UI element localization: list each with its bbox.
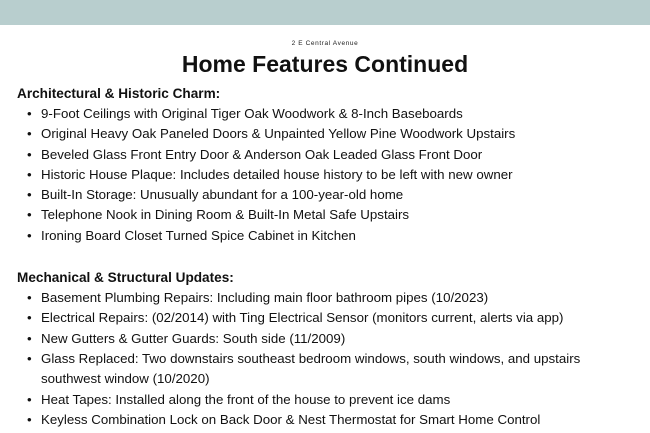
- feature-list: [17, 104, 643, 246]
- list-item-text: Glass Replaced: Two downstairs southeast bedroom windows, south windows, and upstairs southwest window (10/2020): [41, 350, 581, 387]
- page-title: Home Features Continued: [181, 51, 469, 77]
- section-architectural: [17, 84, 643, 246]
- bullet-icon: •: [27, 290, 32, 306]
- bullet-icon: •: [27, 126, 32, 142]
- list-item-text: Historic House Plaque: Includes detailed house history to be left with new owner: [41, 166, 513, 182]
- bullet-icon: •: [27, 330, 32, 346]
- header-band: [0, 0, 650, 25]
- bullet-icon: •: [27, 350, 32, 366]
- section-spacer: [17, 246, 643, 268]
- list-item: [17, 288, 643, 308]
- list-item-text: Basement Plumbing Repairs: Including main floor bathroom pipes (10/2023): [41, 290, 489, 306]
- section-mechanical: [17, 268, 643, 430]
- bullet-icon: •: [27, 106, 32, 121]
- list-item-text: Heat Tapes: Installed along the front of the house to prevent ice dams: [41, 391, 451, 407]
- list-item: [17, 329, 643, 349]
- list-item-text: Keyless Combination Lock on Back Door & Nest Thermostat for Smart Home Control: [41, 411, 541, 427]
- list-item-text: Telephone Nook in Dining Room & Built-In Metal Safe Upstairs: [41, 207, 410, 223]
- list-item-text: 9-Foot Ceilings with Original Tiger Oak Woodwork & 8-Inch Baseboards: [41, 106, 463, 121]
- list-item-text: Ironing Board Closet Turned Spice Cabinet in Kitchen: [41, 227, 356, 243]
- list-item: [17, 410, 643, 430]
- list-item-text: Electrical Repairs: (02/2014) with Ting Electrical Sensor (monitors current, alerts via app): [41, 310, 564, 326]
- list-item: [17, 104, 643, 124]
- bullet-icon: •: [27, 310, 32, 326]
- list-item-text: Original Heavy Oak Paneled Doors & Unpainted Yellow Pine Woodwork Upstairs: [41, 126, 516, 142]
- section-heading: Architectural & Historic Charm:: [17, 86, 221, 101]
- list-item: [17, 165, 643, 185]
- section-heading: Mechanical & Structural Updates:: [17, 270, 234, 286]
- bullet-icon: •: [27, 391, 32, 407]
- list-item: [17, 308, 643, 328]
- list-item: [17, 349, 643, 390]
- bullet-icon: •: [27, 227, 32, 243]
- list-item-text: Beveled Glass Front Entry Door & Anderson Oak Leaded Glass Front Door: [41, 146, 483, 162]
- features-content: [17, 84, 643, 430]
- list-item: [17, 185, 643, 205]
- list-item: [17, 145, 643, 165]
- list-item: [17, 390, 643, 410]
- list-item-text: New Gutters & Gutter Guards: South side (11/2009): [41, 330, 346, 346]
- bullet-icon: •: [27, 187, 32, 203]
- list-item-text: Built-In Storage: Unusually abundant for a 100-year-old home: [41, 187, 404, 203]
- list-item: [17, 124, 643, 144]
- bullet-icon: •: [27, 207, 32, 223]
- bullet-icon: •: [27, 166, 32, 182]
- bullet-icon: •: [27, 411, 32, 427]
- list-item: [17, 205, 643, 225]
- property-address: 2 E Central Avenue: [291, 40, 359, 47]
- bullet-icon: •: [27, 146, 32, 162]
- feature-list: [17, 288, 643, 430]
- list-item: [17, 226, 643, 246]
